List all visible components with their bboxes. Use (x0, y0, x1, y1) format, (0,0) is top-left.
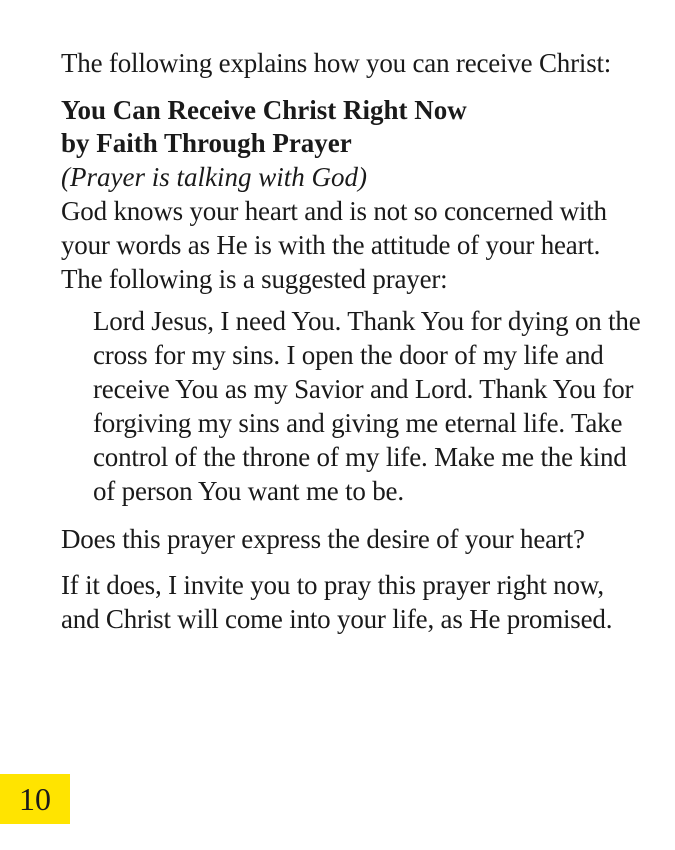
section-subheading: (Prayer is talking with God) (61, 162, 367, 192)
intro-paragraph: The following explains how you can receive Christ: (61, 48, 612, 78)
question-paragraph: Does this prayer express the desire of your heart? (61, 524, 585, 554)
explanation-paragraph: God knows your heart and is not so concerned with your words as He is with the attitude of your heart. The following is a suggested prayer: (61, 196, 607, 294)
prayer-block: Lord Jesus, I need You. Thank You for dying on the cross for my sins. I open the door of my life and receive You as my Savior and Lord. Thank You for forgiving my sins and giving me eternal life. Take control of the throne of my life. Make me the kind of person You want me to be. (93, 306, 641, 506)
page-number-badge (0, 774, 70, 824)
section-heading-line-1: You Can Receive Christ Right Now (61, 95, 467, 125)
page-number: 10 (19, 781, 51, 817)
invitation-paragraph: If it does, I invite you to pray this prayer right now, and Christ will come into your life, as He promised. (61, 570, 613, 634)
section-heading-line-2: by Faith Through Prayer (61, 128, 352, 158)
page-content (61, 46, 641, 636)
